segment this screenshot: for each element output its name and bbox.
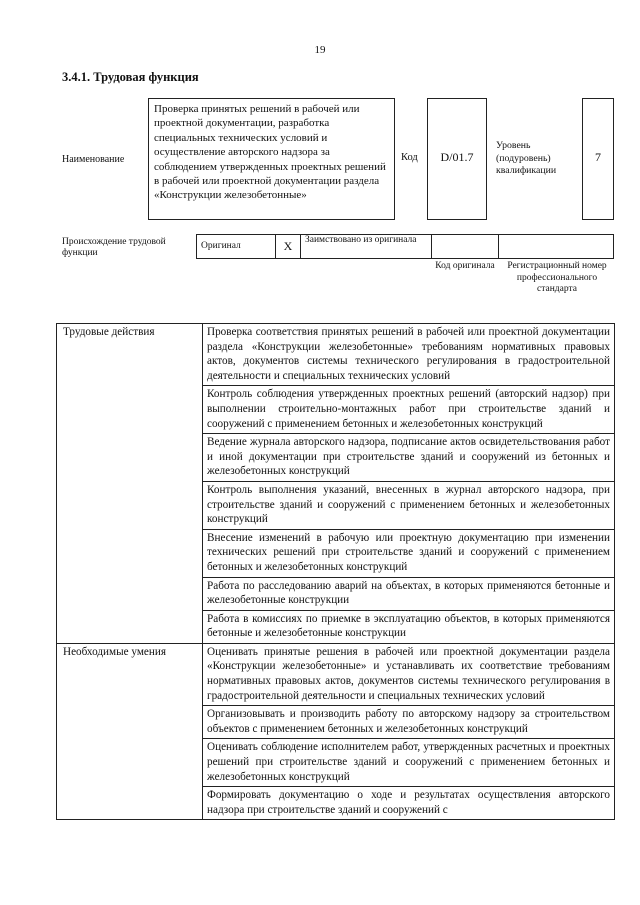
category-required-skills: Необходимые умения [57, 643, 203, 820]
list-item: Контроль выполнения указаний, внесенных в журнал авторского надзора, при строительстве зданий и сооружений с применением бетонных и железобетонных конструкций [203, 481, 615, 529]
code-label: Код [401, 152, 418, 163]
page-number: 19 [314, 44, 326, 56]
code-caption: Код оригинала [435, 261, 495, 271]
level-label: Уровень (подуровень) квалификации [496, 140, 557, 176]
list-item: Работа в комиссиях по приемке в эксплуатацию объектов, в которых применяются бетонные и железобетонные конструкции [203, 610, 615, 643]
section-title: 3.4.1. Трудовая функция [62, 70, 199, 84]
list-item: Оценивать соблюдение исполнителем работ, утвержденных расчетных и проектных решений при строительстве зданий и сооружений с применением бетонных и железобетонных конструкций [203, 739, 615, 787]
list-item: Внесение изменений в рабочую или проектную документацию при изменении технических решений при строительстве зданий и сооружений с применением бетонных и железобетонных конструкций [203, 529, 615, 577]
list-item: Работа по расследованию аварий на объектах, в которых применяются бетонные и железобетонные конструкции [203, 577, 615, 610]
original-code-cell [432, 235, 499, 259]
list-item: Проверка соответствия принятых решений в рабочей или проектной документации раздела «Конструкции железобетонные» требованиям нормативных правовых актов, документов системы технического регулирования в градостроительной деятельности и специальных технических условий [203, 324, 615, 386]
name-label: Наименование [62, 154, 125, 165]
origin-table [196, 234, 614, 259]
list-item: Организовывать и производить работу по авторскому надзору за строительством объектов с применением бетонных и железобетонных конструкций [203, 706, 615, 739]
table-row [57, 324, 615, 386]
borrowed-label: Заимствовано из оригинала [301, 235, 432, 259]
original-mark: X [276, 235, 301, 259]
origin-label: Происхождение трудовой функции [62, 237, 166, 258]
function-name-box [148, 98, 395, 220]
function-name-text: Проверка принятых решений в рабочей или проектной документации, разработка специальных технических условий и осуществление авторского надзора за соблюдением утвержденных проектных решений в рабочей или проектной документации раздела «Конструкции железобетонные» [154, 103, 386, 202]
list-item: Формировать документацию о ходе и результатах осуществления авторского надзора при строительстве зданий и сооружений с [203, 787, 615, 820]
list-item: Контроль соблюдения утвержденных проектных решений (авторский надзор) при выполнении строительно-монтажных работ при строительстве зданий и сооружений с применением бетонных и железобетонных конструкций [203, 386, 615, 434]
category-labor-actions: Трудовые действия [57, 324, 203, 644]
function-table [56, 323, 615, 820]
table-row [57, 643, 615, 705]
level-value: 7 [595, 150, 601, 164]
reg-number-cell [499, 235, 614, 259]
code-value: D/01.7 [440, 150, 474, 164]
list-item: Ведение журнала авторского надзора, подписание актов освидетельствования работ и иной документации при строительстве зданий и сооружений из бетонных и железобетонных конструкций [203, 434, 615, 482]
reg-caption: Регистрационный номер профессионального стандарта [507, 261, 607, 294]
original-label: Оригинал [197, 235, 276, 259]
list-item: Оценивать принятые решения в рабочей или проектной документации раздела «Конструкции железобетонные» и устанавливать их соответствие требованиям нормативных правовых актов, документов системы технического регулирования в градостроительной деятельности и специальных технических условий [203, 643, 615, 705]
